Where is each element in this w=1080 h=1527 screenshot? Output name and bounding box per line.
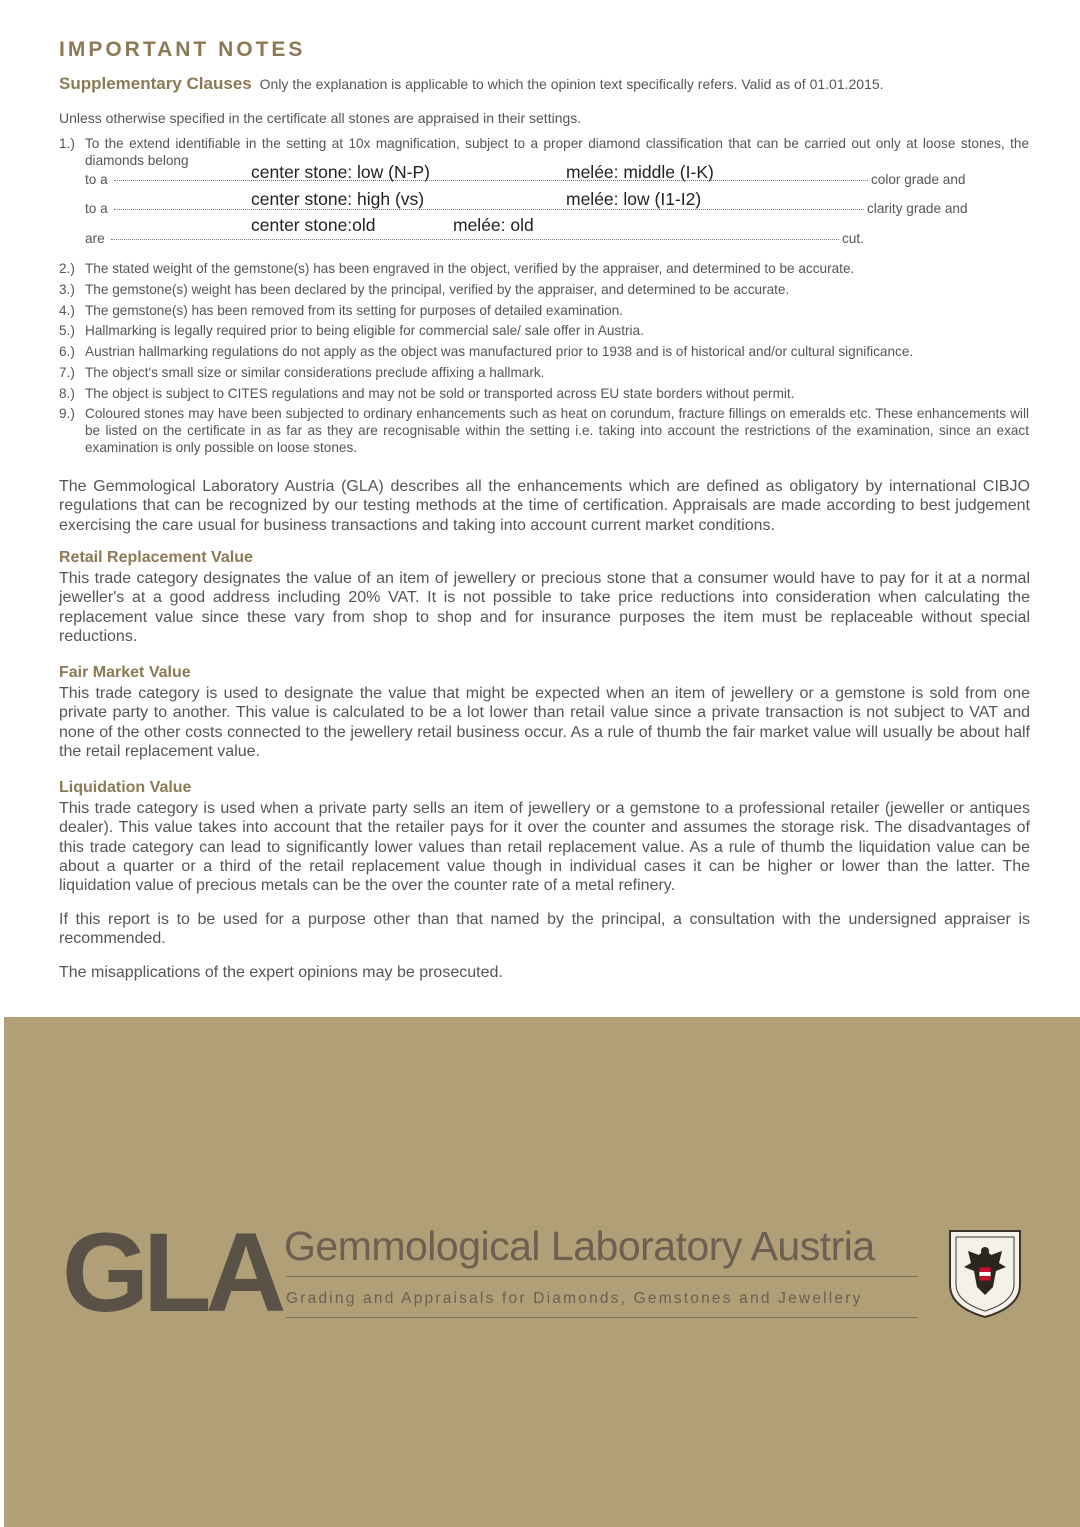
clause-text: To the extend identifiable in the setting at 10x magnification, subject to a proper diamond classification that can be carried out only at loose stones, the diamonds belong [85, 136, 1029, 168]
divider [286, 1317, 918, 1318]
line-prefix: to a [85, 172, 108, 187]
line-suffix: clarity grade and [867, 201, 968, 216]
unless-text: Unless otherwise specified in the certificate all stones are appraised in their settings. [59, 110, 582, 126]
dotted-line [114, 209, 864, 210]
supplementary-text: Only the explanation is applicable to which the opinion text specifically refers. Valid as of 01.01.2015. [259, 76, 884, 92]
footer-band [4, 1017, 1080, 1527]
clause-number: 5.) [59, 323, 75, 338]
clause-9 [59, 405, 1029, 456]
clause-text: The object's small size or similar considerations preclude affixing a hallmark. [85, 365, 545, 380]
gla-logo: GLA [62, 1210, 281, 1335]
supplementary-title: Supplementary Clauses [59, 74, 252, 93]
clause-text: The gemstone(s) has been removed from its setting for purposes of detailed examination. [85, 303, 623, 318]
clause-number: 1.) [59, 136, 75, 151]
clarity-melee-value: melée: low (I1-I2) [566, 189, 702, 209]
cut-melee-value: melée: old [453, 215, 534, 235]
clause-number: 8.) [59, 386, 75, 401]
dotted-line [114, 180, 868, 181]
gla-paragraph: The Gemmological Laboratory Austria (GLA) describes all the enhancements which are defined as obligatory by international CIBJO regulations that can be recognized by our testing methods at the time of certification. Appraisals are made according to best judgement exercising the care usual for business transactions and taking into account current market conditions. [59, 478, 1030, 534]
page-title: IMPORTANT NOTES [59, 38, 306, 61]
prosecuted-text: The misapplications of the expert opinions may be prosecuted. [59, 964, 503, 981]
line-prefix: are [85, 231, 105, 246]
line-suffix: cut. [842, 231, 864, 246]
lab-name: Gemmological Laboratory Austria [284, 1223, 875, 1269]
clause-text: The stated weight of the gemstone(s) has been engraved in the object, verified by the appraiser, and determined to be accurate. [85, 261, 855, 276]
clause-number: 3.) [59, 282, 75, 297]
liquidation-text: This trade category is used when a private party sells an item of jewellery or a gemstone to a professional retailer (jeweller or antiques dealer). This value takes into account that the retailer pays for it over the counter and assumes the storage risk. The disadvantages of this trade category can lead to significantly lower values than retail replacement value. As a rule of thumb the liquidation value can be about a quarter or a third of the retail replacement value though in individual cases it can be higher or lower than the latter. The liquidation value of precious metals can be the over the counter rate of a metal refinery. [59, 800, 1030, 895]
cut-center-value: center stone:old [251, 215, 376, 235]
color-grade-line [85, 172, 975, 187]
fair-title: Fair Market Value [59, 664, 191, 681]
clause-text: Hallmarking is legally required prior to being eligible for commercial sale/ sale offer in Austria. [85, 323, 644, 338]
clause-text: Austrian hallmarking regulations do not apply as the object was manufactured prior to 1938 and is of historical and/or cultural significance. [85, 344, 914, 359]
color-melee-value: melée: middle (I-K) [566, 162, 714, 182]
clause-5 [59, 322, 1029, 339]
clause-number: 2.) [59, 261, 75, 276]
consultation-text: If this report is to be used for a purpose other than that named by the principal, a consultation with the undersigned appraiser is recommended. [59, 911, 1030, 948]
state-award-seal-icon [944, 1227, 1026, 1319]
liquidation-title: Liquidation Value [59, 779, 192, 796]
divider [286, 1276, 918, 1277]
line-prefix: to a [85, 201, 108, 216]
clarity-center-value: center stone: high (vs) [251, 189, 425, 209]
clause-7 [59, 364, 1029, 381]
line-suffix: color grade and [871, 172, 966, 187]
clause-8 [59, 385, 1029, 402]
clause-4 [59, 302, 1029, 319]
supplementary-line [59, 74, 884, 94]
dotted-line [111, 239, 839, 240]
clause-number: 4.) [59, 303, 75, 318]
lab-tagline: Grading and Appraisals for Diamonds, Gemstones and Jewellery [286, 1290, 863, 1307]
clause-1 [59, 135, 1029, 169]
clause-text: Coloured stones may have been subjected to ordinary enhancements such as heat on corundum, fracture fillings on emeralds etc. These enhancements will be listed on the certificate in as far as they are recognisable within the setting i.e. taking into account the restrictions of the examination, since an exact examination is only possible on loose stones. [85, 406, 1029, 455]
clause-6 [59, 343, 1029, 360]
clause-text: The object is subject to CITES regulations and may not be sold or transported across EU state borders without permit. [85, 386, 795, 401]
retail-text: This trade category designates the value of an item of jewellery or precious stone that a consumer would have to pay for it at a normal jeweller's at a good address including 20% VAT. It is not possible to take price reductions into consideration when calculating the replacement value since these vary from shop to shop and for insurance purposes the item must be replaceable without special reductions. [59, 570, 1030, 645]
clause-number: 7.) [59, 365, 75, 380]
clause-2 [59, 260, 1029, 277]
clause-number: 9.) [59, 406, 75, 421]
clarity-grade-line [85, 201, 975, 216]
color-center-value: center stone: low (N-P) [251, 162, 430, 182]
fair-text: This trade category is used to designate the value that might be expected when an item of jewellery or a gemstone is sold from one private party to another. This value is calculated to be a lot lower than retail value since a private transaction is not subject to VAT and none of the other costs connected to the jewellery retail business occur. As a rule of thumb the fair market value will usually be about half the retail replacement value. [59, 685, 1030, 760]
retail-title: Retail Replacement Value [59, 549, 253, 566]
clause-3 [59, 281, 1029, 298]
clause-number: 6.) [59, 344, 75, 359]
clause-text: The gemstone(s) weight has been declared by the principal, verified by the appraiser, and determined to be accurate. [85, 282, 790, 297]
